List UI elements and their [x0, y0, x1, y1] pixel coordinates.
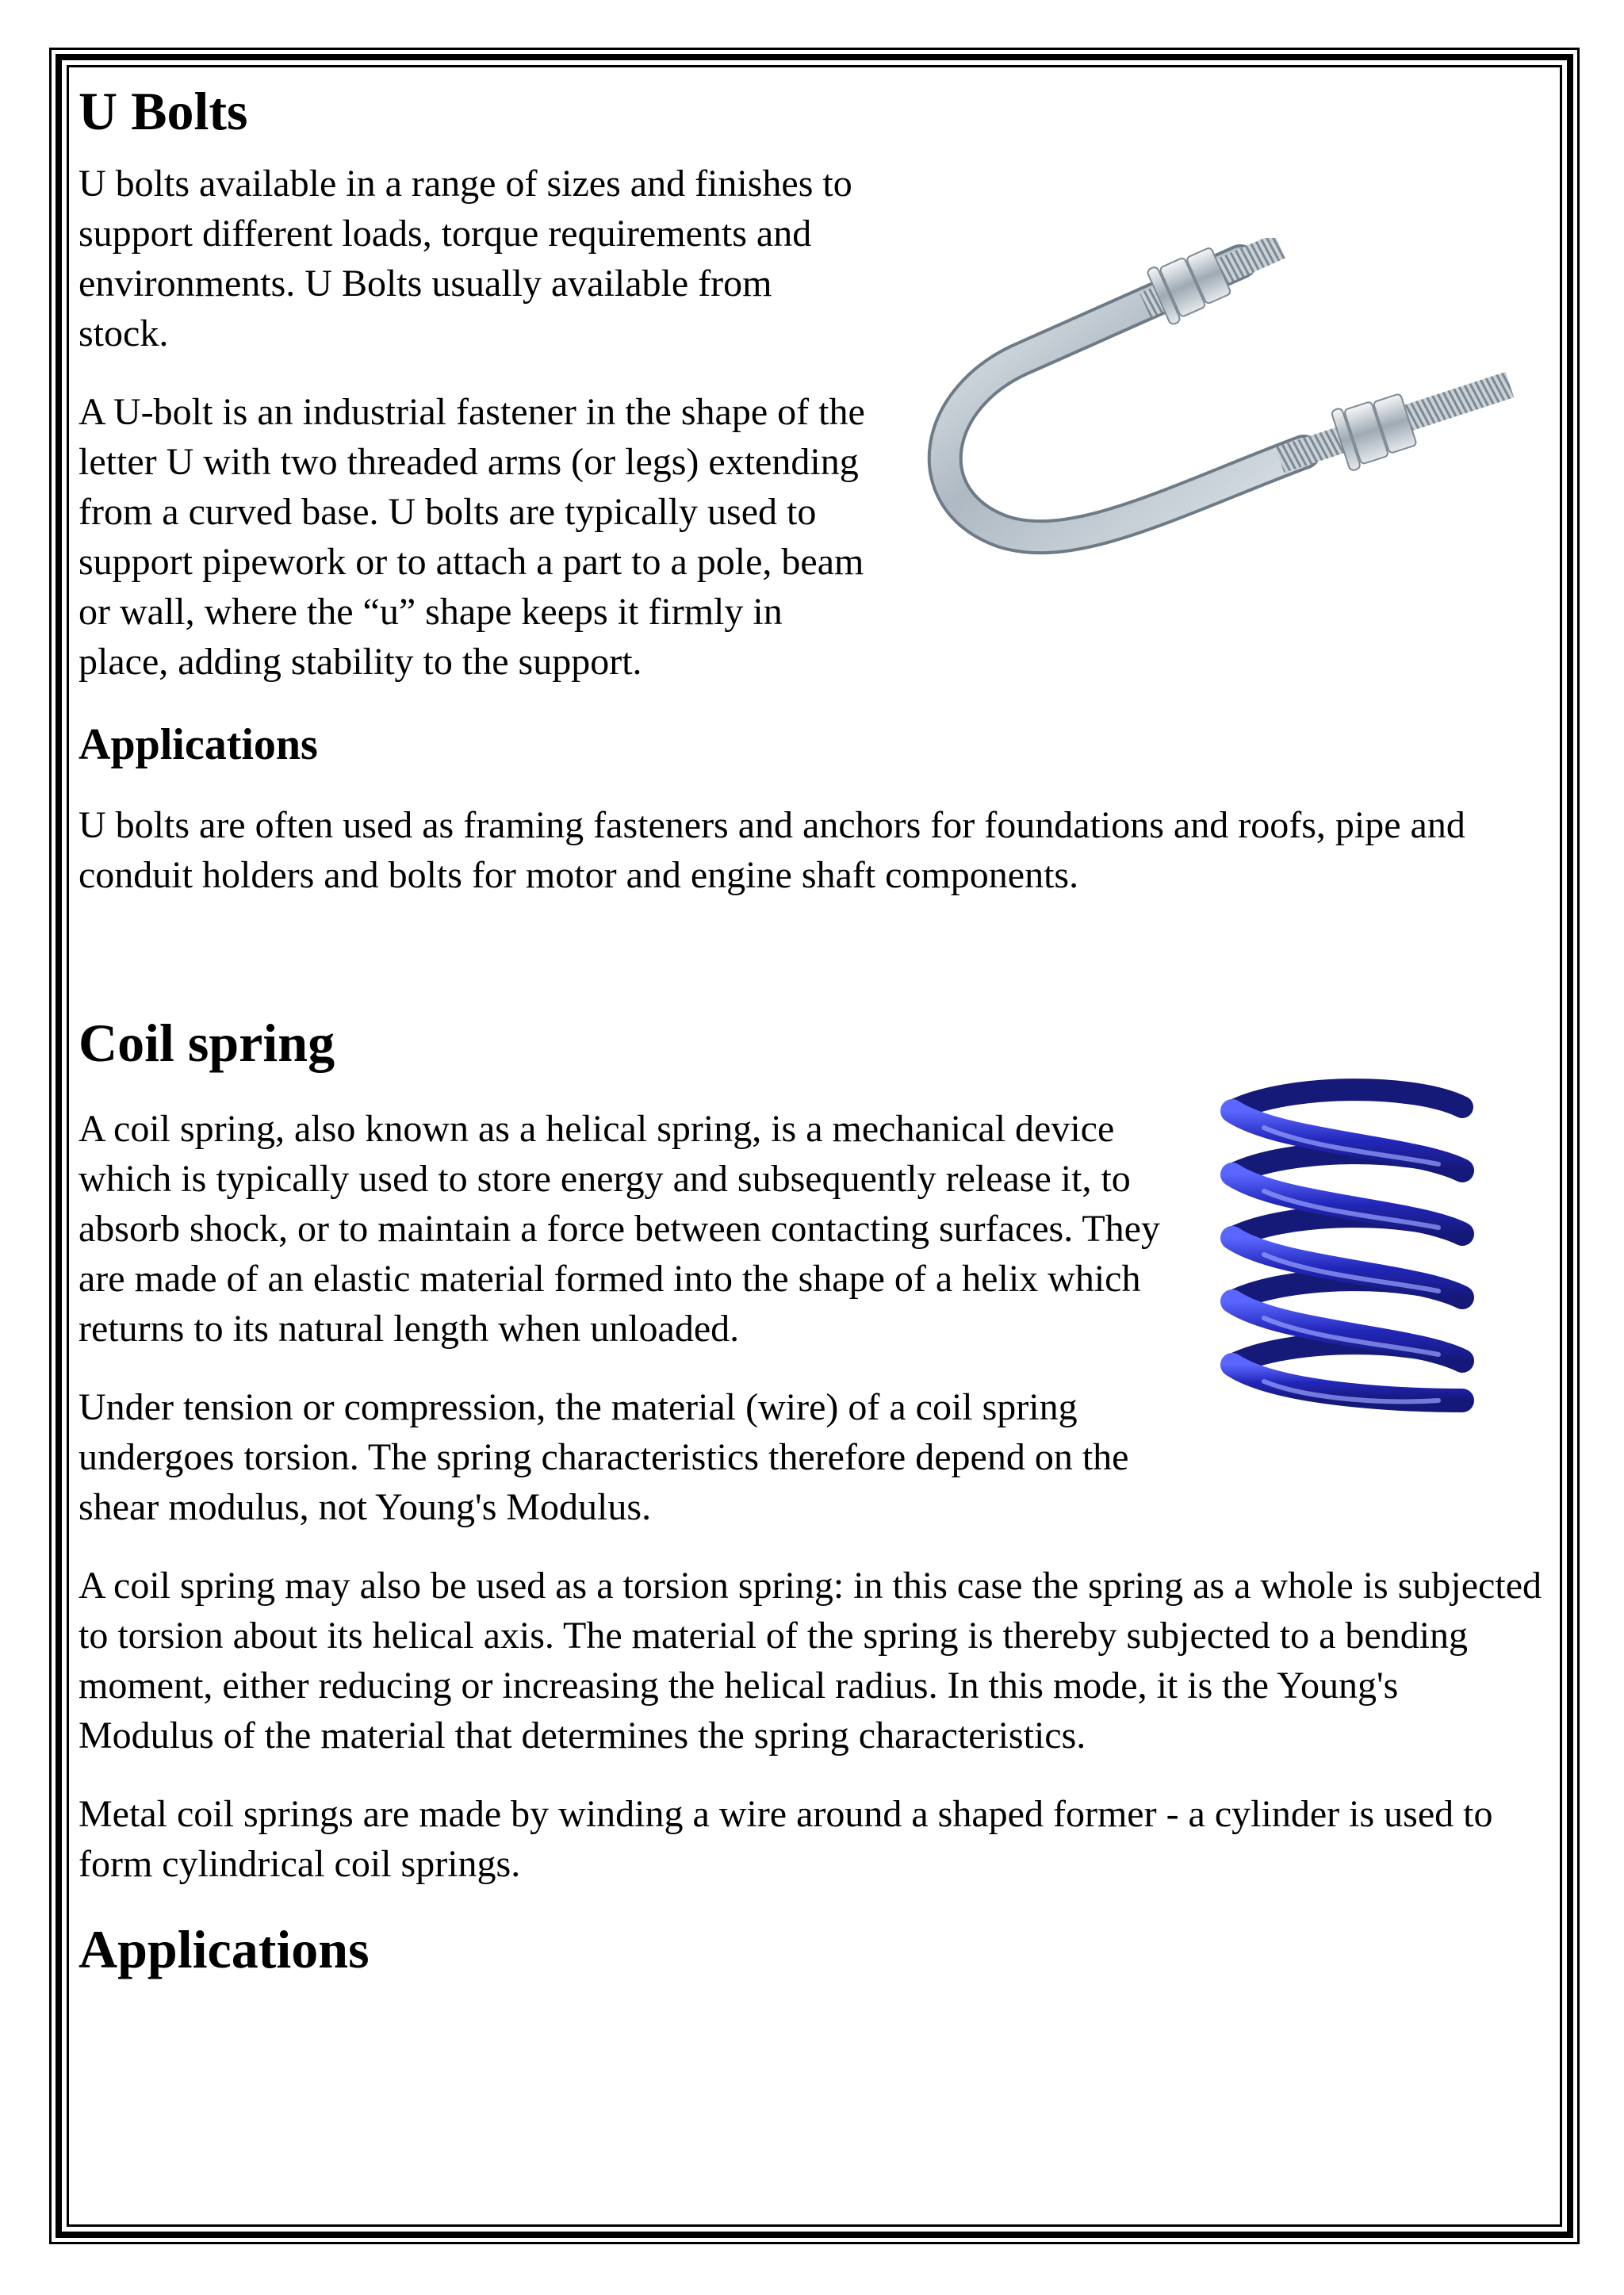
u-bolt-image — [907, 238, 1542, 634]
coil-spring-section — [79, 1011, 1542, 1983]
coil-spring-applications-heading: Applications — [79, 1919, 370, 1980]
coil-spring-paragraph-1: A coil spring, also known as a helical spring, is a mechanical device which is typically used to store energy and subsequently release it, to absorb shock, or to maintain a force between contacting surfaces. They are made of an elastic material formed into the shape of a helix which returns to its natural length when unloaded. — [79, 1108, 1160, 1351]
coil-spring-paragraph-3: A coil spring may also be used as a torsion spring: in this case the spring as a whole is subjected to torsion about its helical axis. The material of the spring is thereby subjected to a bending moment, either reducing or increasing the helical radius. In this mode, it is the Young's Modulus of the material that determines the spring characteristics. — [79, 1565, 1542, 1757]
coil-spring-paragraph-2: Under tension or compression, the material (wire) of a coil spring undergoes torsion. The spring characteristics therefore depend on the shear modulus, not Young's Modulus. — [79, 1386, 1129, 1529]
u-bolts-applications-text: U bolts are often used as framing fasteners and anchors for foundations and roofs, pipe and conduit holders and bolts for motor and engine shaft components. — [79, 803, 1465, 896]
u-bolts-section — [79, 79, 1542, 900]
coil-spring-title: Coil spring — [79, 1012, 335, 1073]
coil-spring-paragraph-4: Metal coil springs are made by winding a wire around a shaped former - a cylinder is used to form cylindrical coil springs. — [79, 1793, 1493, 1886]
u-bolts-applications-heading: Applications — [79, 719, 318, 769]
u-bolts-paragraph-1: U bolts available in a range of sizes and finishes to support different loads, torque requirements and environments. U Bolts usually available from stock. — [79, 162, 852, 354]
page-content — [79, 73, 1542, 1983]
u-bolts-title: U Bolts — [79, 81, 248, 141]
coil-spring-image — [1216, 1075, 1478, 1432]
u-bolts-paragraph-2: A U-bolt is an industrial fastener in the shape of the letter U with two threaded arms (or legs) extending from a curved base. U bolts are typically used to support pipework or to attach a part to a pole, beam or wall, where the “u” shape keeps it firmly in place, adding stability to the support. — [79, 390, 865, 683]
